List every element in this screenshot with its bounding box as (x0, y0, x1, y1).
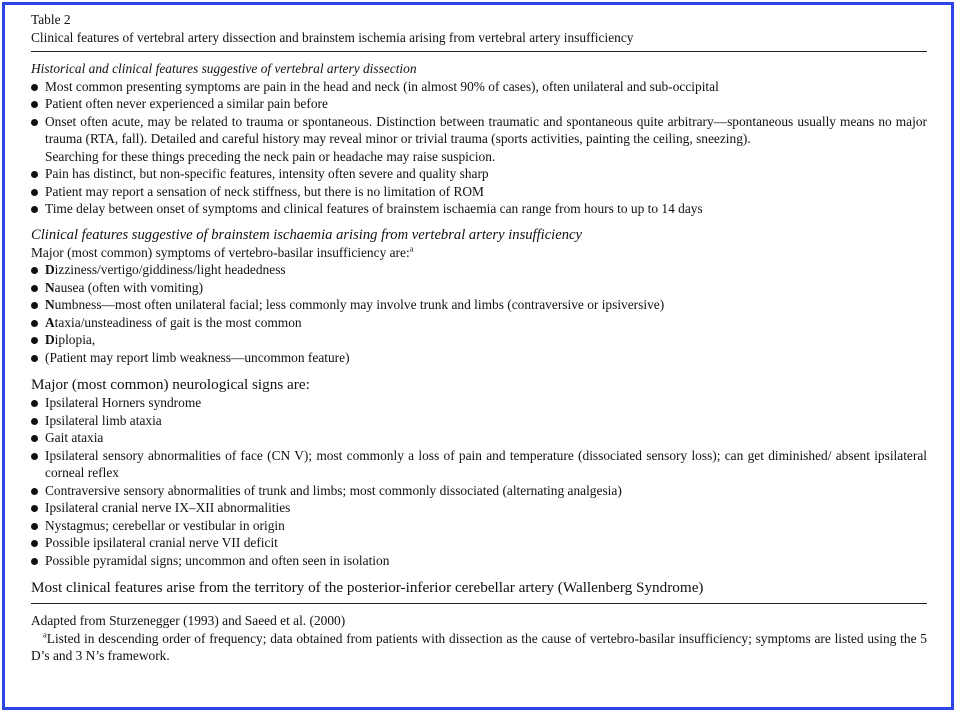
footnote: $^a$Listed in descending order of frequency; data obtained from patients with dissection as the cause of vertebro-basilar insufficiency; symptoms are listed using the 5 D’s and 3 N’s framework. (31, 629, 927, 663)
bullet-icon (31, 505, 38, 512)
list-item: Ataxia/unsteadiness of gait is the most common (31, 314, 927, 332)
section1-list (31, 78, 927, 148)
table-container (31, 11, 927, 665)
section1-heading: Historical and clinical features suggestive of vertebral artery dissection (31, 61, 417, 76)
list-item: Pain has distinct, but non-specific features, intensity often severe and quality sharp (31, 165, 927, 183)
bullet-icon (31, 558, 38, 565)
list-item: Diplopia, (31, 331, 927, 349)
list-item: Numbness—most often unilateral facial; less commonly may involve trunk and limbs (contraversive or ipsiversive) (31, 296, 927, 314)
bottom-rule (31, 603, 927, 604)
section2-heading: Clinical features suggestive of brainstem ischaemia arising from vertebral artery insufficiency (31, 226, 582, 243)
bullet-icon (31, 488, 38, 495)
bullet-icon (31, 523, 38, 530)
bullet-icon (31, 400, 38, 407)
bullet-icon (31, 435, 38, 442)
source-note: Adapted from Sturzenegger (1993) and Saeed et al. (2000) (31, 613, 346, 628)
top-rule (31, 51, 927, 52)
list-item: Gait ataxia (31, 429, 927, 447)
list-item: Patient may report a sensation of neck stiffness, but there is no limitation of ROM (31, 183, 927, 201)
list-item: Time delay between onset of symptoms and clinical features of brainstem ischaemia can range from hours to up to 14 days (31, 200, 927, 218)
section2-list (31, 261, 927, 366)
bullet-icon (31, 320, 38, 327)
footnote-marker: a (409, 243, 414, 254)
bullet-icon (31, 285, 38, 292)
bullet-icon (31, 206, 38, 213)
list-item: Possible pyramidal signs; uncommon and often seen in isolation (31, 552, 927, 570)
bullet-icon (31, 540, 38, 547)
list-item: Onset often acute, may be related to trauma or spontaneous. Distinction between traumatic and spontaneous quite arbitrary—spontaneous usually means no major trauma (RTA, fall). Detailed and careful history may reveal minor or trivial trauma (sports activities, painting the ceiling, sneezing). (31, 113, 927, 148)
table-title: Clinical features of vertebral artery dissection and brainstem ischemia arising from vertebral artery insufficiency (31, 29, 634, 45)
bullet-icon (31, 84, 38, 91)
list-item: Patient often never experienced a similar pain before (31, 95, 927, 113)
section2-intro: Major (most common) symptoms of vertebro-basilar insufficiency are:$^a$ (31, 243, 414, 260)
list-item: Ipsilateral Horners syndrome (31, 394, 927, 412)
section3-list (31, 394, 927, 569)
section1-continuation: Searching for these things preceding the neck pain or headache may raise suspicion. (45, 148, 496, 164)
bullet-icon (31, 101, 38, 108)
summary-line: Most clinical features arise from the territory of the posterior-inferior cerebellar artery (Wallenberg Syndrome) (31, 579, 704, 596)
list-item: Ipsilateral sensory abnormalities of face (CN V); most commonly a loss of pain and temperature (dissociated sensory loss); can get diminished/ absent ipsilateral corneal reflex (31, 447, 927, 482)
list-item: (Patient may report limb weakness—uncommon feature) (31, 349, 927, 367)
bullet-icon (31, 189, 38, 196)
section1-list-continued (31, 165, 927, 218)
list-item: Nystagmus; cerebellar or vestibular in origin (31, 517, 927, 535)
bullet-icon (31, 453, 38, 460)
list-item: Possible ipsilateral cranial nerve VII deficit (31, 534, 927, 552)
bullet-icon (31, 355, 38, 362)
section3-heading: Major (most common) neurological signs are: (31, 376, 310, 393)
table-label: Table 2 (31, 12, 71, 27)
table-frame (2, 2, 954, 710)
bullet-icon (31, 302, 38, 309)
bullet-icon (31, 119, 38, 126)
list-item: Nausea (often with vomiting) (31, 279, 927, 297)
bullet-icon (31, 418, 38, 425)
bullet-icon (31, 171, 38, 178)
list-item: Ipsilateral limb ataxia (31, 412, 927, 430)
list-item: Ipsilateral cranial nerve IX–XII abnormalities (31, 499, 927, 517)
bullet-icon (31, 337, 38, 344)
list-item: Dizziness/vertigo/giddiness/light headedness (31, 261, 927, 279)
list-item: Most common presenting symptoms are pain in the head and neck (in almost 90% of cases), often unilateral and sub-occipital (31, 78, 927, 96)
footnote-marker: a (43, 629, 47, 640)
bullet-icon (31, 267, 38, 274)
list-item: Contraversive sensory abnormalities of trunk and limbs; most commonly dissociated (alternating analgesia) (31, 482, 927, 500)
